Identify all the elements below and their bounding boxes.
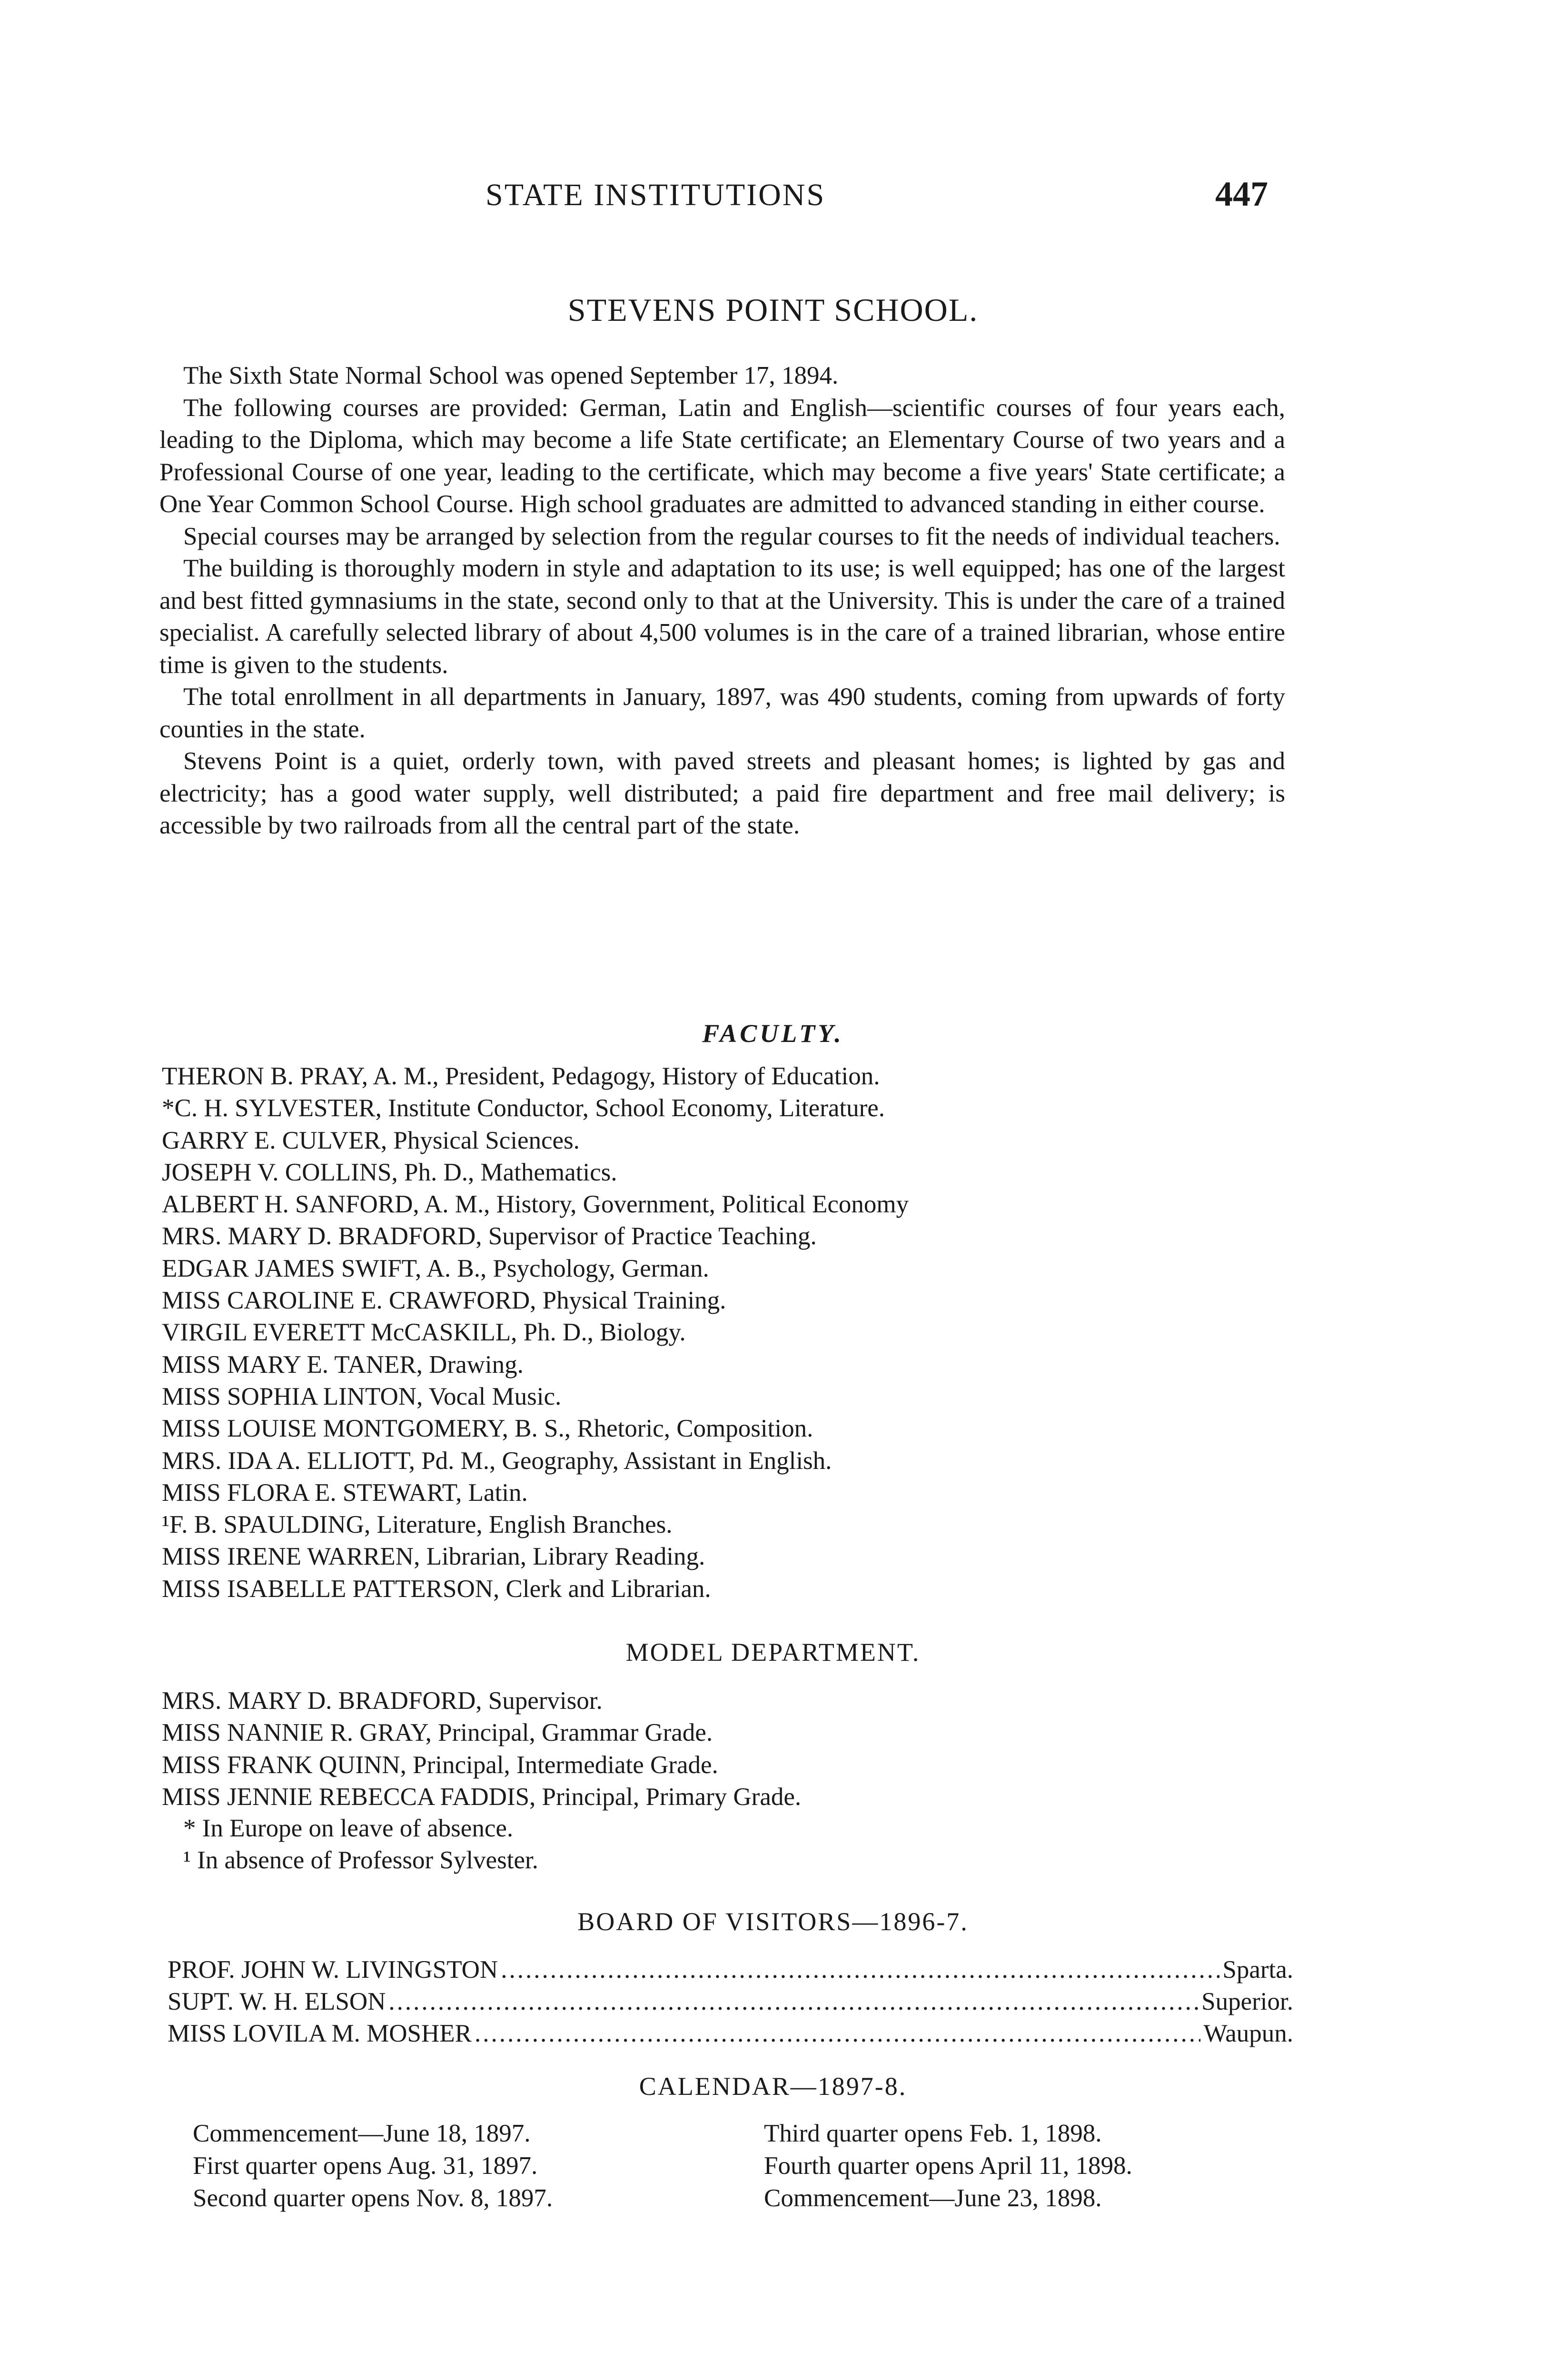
faculty-member: ALBERT H. SANFORD, A. M., History, Government, Political Economy [162,1190,909,1219]
paragraph: The Sixth State Normal School was opened September 17, 1894. [183,362,839,389]
board-of-visitors-list [168,1954,1293,2050]
calendar-heading: CALENDAR—1897-8. [639,2072,907,2101]
faculty-member: *C. H. SYLVESTER, Institute Conductor, School Economy, Literature. [162,1094,885,1122]
board-of-visitors-heading: BOARD OF VISITORS—1896-7. [577,1907,969,1936]
model-member: MISS NANNIE R. GRAY, Principal, Grammar Grade. [162,1719,713,1747]
visitor-row [168,2018,1293,2050]
faculty-member: GARRY E. CULVER, Physical Sciences. [162,1126,580,1154]
visitor-place: Superior. [1201,1988,1293,2015]
calendar-right-column [764,2117,1132,2214]
section-title: STEVENS POINT SCHOOL. [567,292,979,328]
dot-leader [388,1986,1199,2018]
calendar-left-column [193,2117,553,2214]
dot-leader [501,1954,1219,1986]
footnote: ¹ In absence of Professor Sylvester. [183,1846,538,1874]
running-title: STATE INSTITUTIONS [486,178,826,212]
visitor-row [168,1954,1293,1986]
faculty-member: MISS CAROLINE E. CRAWFORD, Physical Training. [162,1287,726,1315]
running-head [0,177,1546,220]
model-member: MRS. MARY D. BRADFORD, Supervisor. [162,1687,603,1715]
paragraph: The total enrollment in all departments in January, 1897, was 490 students, coming from upwards of forty counties in the state. [159,683,1285,743]
faculty-list [162,1061,1304,1605]
faculty-member: EDGAR JAMES SWIFT, A. B., Psychology, German. [162,1254,709,1282]
calendar-entry: Commencement—June 18, 1897. [193,2120,531,2147]
visitor-name: MISS LOVILA M. MOSHER [168,2020,472,2047]
body-text [159,360,1285,842]
faculty-member: ¹F. B. SPAULDING, Literature, English Branches. [162,1511,673,1539]
paragraph: Special courses may be arranged by selection from the regular courses to fit the needs of individual teachers. [183,522,1280,550]
model-member: MISS FRANK QUINN, Principal, Intermediate Grade. [162,1751,718,1779]
faculty-member: THERON B. PRAY, A. M., President, Pedagogy, History of Education. [162,1062,880,1090]
visitor-name: PROF. JOHN W. LIVINGSTON [168,1956,498,1983]
faculty-member: MISS LOUISE MONTGOMERY, B. S., Rhetoric, Composition. [162,1415,813,1443]
faculty-member: MRS. IDA A. ELLIOTT, Pd. M., Geography, Assistant in English. [162,1447,832,1475]
calendar-entry: First quarter opens Aug. 31, 1897. [193,2152,538,2180]
page-number: 447 [1215,175,1268,214]
footnote: * In Europe on leave of absence. [183,1815,514,1842]
visitor-place: Waupun. [1203,2020,1293,2047]
footnotes [183,1813,538,1876]
model-department-list [162,1685,1304,1813]
calendar-entry: Third quarter opens Feb. 1, 1898. [764,2120,1102,2147]
calendar-entry: Fourth quarter opens April 11, 1898. [764,2152,1132,2180]
faculty-member: MISS ISABELLE PATTERSON, Clerk and Librarian. [162,1575,711,1603]
faculty-member: JOSEPH V. COLLINS, Ph. D., Mathematics. [162,1158,617,1186]
faculty-member: MISS MARY E. TANER, Drawing. [162,1350,524,1378]
visitor-row [168,1986,1293,2018]
faculty-member: MISS IRENE WARREN, Librarian, Library Reading. [162,1543,705,1571]
dot-leader [475,2018,1200,2050]
faculty-member: MRS. MARY D. BRADFORD, Supervisor of Practice Teaching. [162,1222,817,1250]
paragraph: The building is thoroughly modern in style and adaptation to its use; is well equipped; has one of the largest and best fitted gymnasiums in the state, second only to that at the University. This is under the care of a trained specialist. A carefully selected library of about 4,500 volumes is in the care of a trained librarian, whose entire time is given to the students. [159,555,1285,679]
faculty-heading: FACULTY. [702,1019,844,1048]
faculty-member: MISS FLORA E. STEWART, Latin. [162,1478,528,1507]
paragraph: The following courses are provided: German, Latin and English—scientific courses of four years each, leading to the Diploma, which may become a life State certificate; an Elementary Course of two years and a Professional Course of one year, leading to the certificate, which may become a five years' State certificate; a One Year Common School Course. High school graduates are admitted to advanced standing in either course. [159,394,1285,518]
model-member: MISS JENNIE REBECCA FADDIS, Principal, Primary Grade. [162,1783,802,1811]
faculty-member: MISS SOPHIA LINTON, Vocal Music. [162,1382,562,1410]
calendar-entry: Second quarter opens Nov. 8, 1897. [193,2184,553,2212]
visitor-place: Sparta. [1222,1956,1293,1983]
model-department-heading: MODEL DEPARTMENT. [625,1638,921,1666]
calendar-entry: Commencement—June 23, 1898. [764,2184,1102,2212]
faculty-member: VIRGIL EVERETT McCASKILL, Ph. D., Biology. [162,1319,686,1347]
paragraph: Stevens Point is a quiet, orderly town, with paved streets and pleasant homes; is lighted by gas and electricity; has a good water supply, well distributed; a paid fire department and free mail delivery; is accessible by two railroads from all the central part of the state. [159,747,1285,839]
visitor-name: SUPT. W. H. ELSON [168,1988,386,2015]
